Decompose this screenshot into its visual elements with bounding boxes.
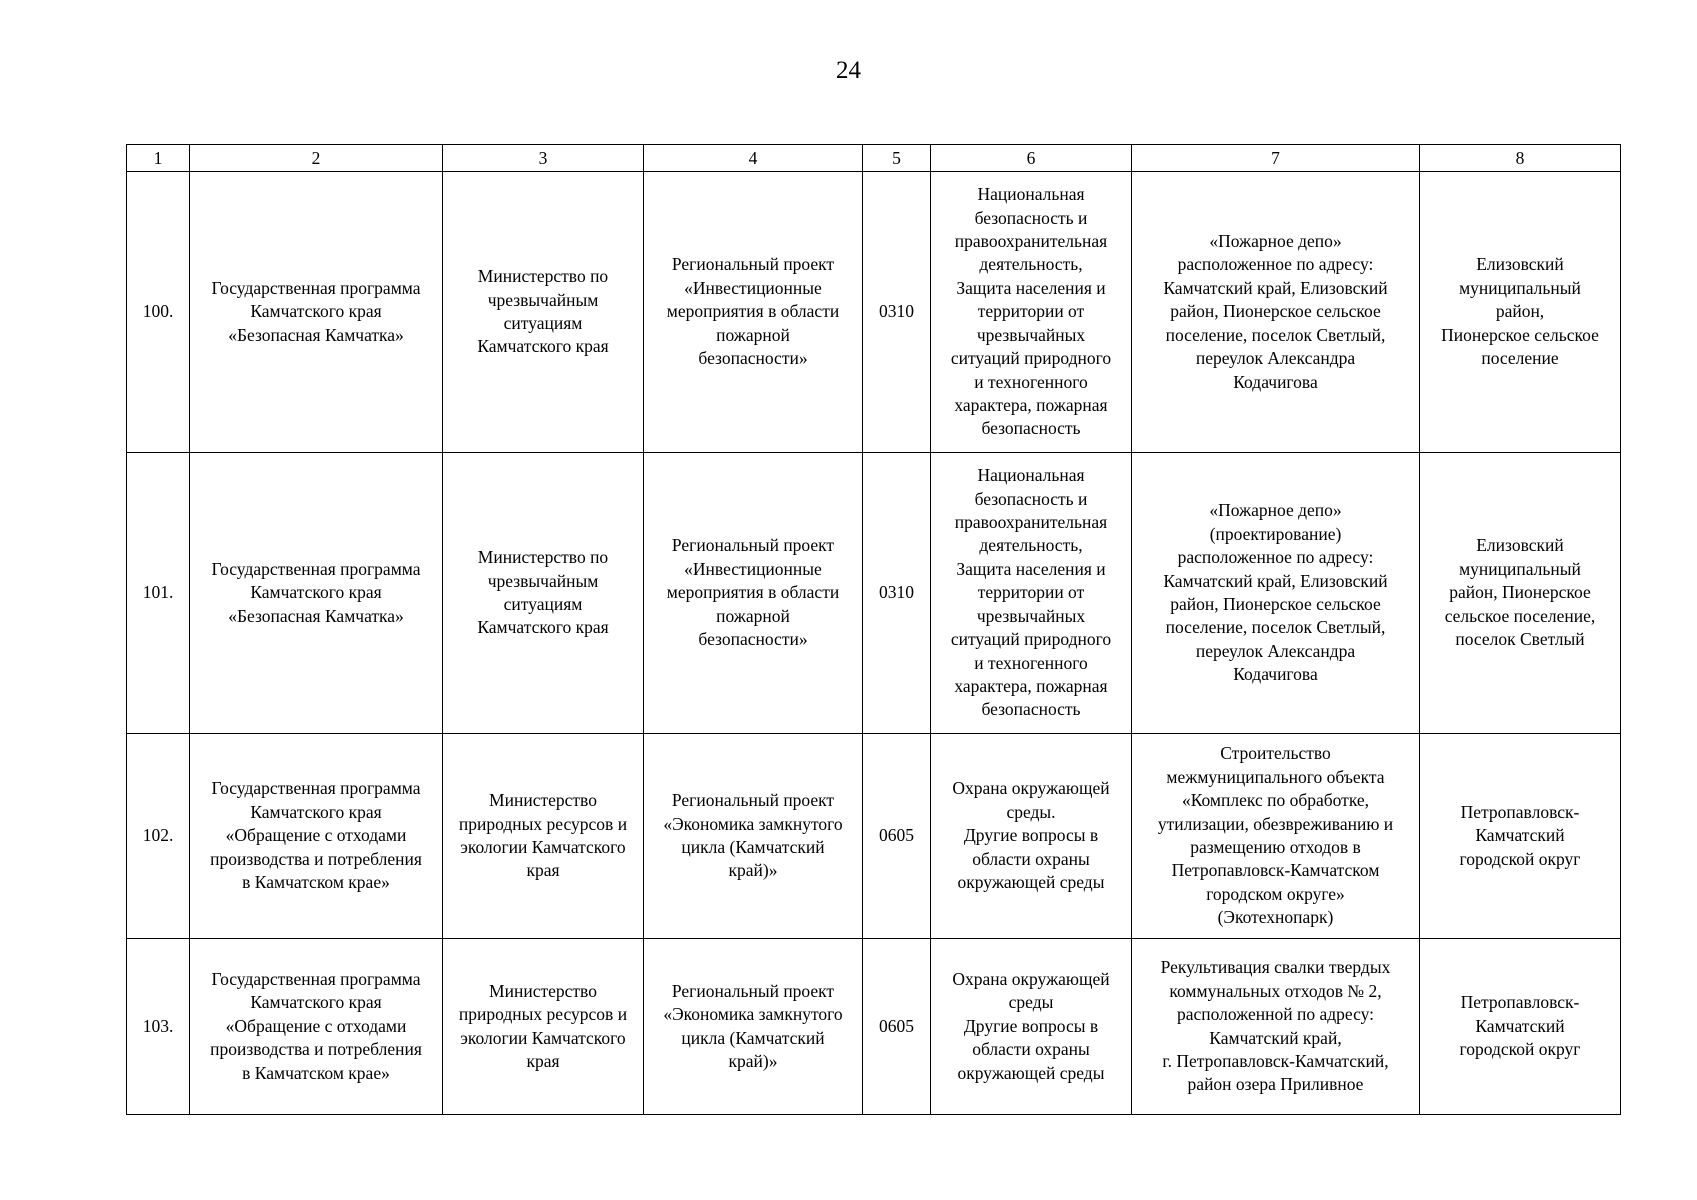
code-cell: 0310 [863, 172, 931, 453]
page-number: 24 [836, 57, 861, 84]
object-cell: Строительство межмуниципального объекта «Комплекс по обработке, утилизации, обезвреживанию и размещению отходов в Петропавловск-Камчатском городском округе» (Экотехнопарк) [1132, 734, 1420, 939]
ministry-cell: Министерство по чрезвычайным ситуациям Камчатского края [443, 172, 644, 453]
code-cell: 0605 [863, 939, 931, 1115]
column-header: 3 [443, 145, 644, 172]
section-cell: Охрана окружающей среды Другие вопросы в области охраны окружающей среды [931, 939, 1132, 1115]
project-cell: Региональный проект «Экономика замкнутого цикла (Камчатский край)» [644, 939, 863, 1115]
program-cell: Государственная программа Камчатского края «Обращение с отходами производства и потребления в Камчатском крае» [190, 734, 443, 939]
municipality-cell: Елизовский муниципальный район, Пионерское сельское поселение [1420, 172, 1621, 453]
program-cell: Государственная программа Камчатского края «Безопасная Камчатка» [190, 172, 443, 453]
row-number: 103. [127, 939, 190, 1115]
code-cell: 0605 [863, 734, 931, 939]
municipality-cell: Елизовский муниципальный район, Пионерское сельское поселение, поселок Светлый [1420, 453, 1621, 734]
section-cell: Национальная безопасность и правоохранительная деятельность, Защита населения и территории от чрезвычайных ситуаций природного и техногенного характера, пожарная безопасность [931, 172, 1132, 453]
municipality-cell: Петропавловск- Камчатский городской округ [1420, 939, 1621, 1115]
section-cell: Национальная безопасность и правоохранительная деятельность, Защита населения и территории от чрезвычайных ситуаций природного и техногенного характера, пожарная безопасность [931, 453, 1132, 734]
objects-table [126, 144, 1621, 1115]
table-row [127, 939, 1621, 1115]
project-cell: Региональный проект «Инвестиционные мероприятия в области пожарной безопасности» [644, 172, 863, 453]
program-cell: Государственная программа Камчатского края «Обращение с отходами производства и потребления в Камчатском крае» [190, 939, 443, 1115]
column-header: 8 [1420, 145, 1621, 172]
header-row [127, 145, 1621, 172]
code-cell: 0310 [863, 453, 931, 734]
object-cell: «Пожарное депо» (проектирование) расположенное по адресу: Камчатский край, Елизовский район, Пионерское сельское поселение, поселок Светлый, переулок Александра Кодачигова [1132, 453, 1420, 734]
object-cell: «Пожарное депо» расположенное по адресу: Камчатский край, Елизовский район, Пионерское сельское поселение, поселок Светлый, переулок Александра Кодачигова [1132, 172, 1420, 453]
row-number: 102. [127, 734, 190, 939]
column-header: 6 [931, 145, 1132, 172]
column-header: 2 [190, 145, 443, 172]
column-header: 1 [127, 145, 190, 172]
row-number: 101. [127, 453, 190, 734]
column-header: 5 [863, 145, 931, 172]
project-cell: Региональный проект «Инвестиционные мероприятия в области пожарной безопасности» [644, 453, 863, 734]
table-row [127, 172, 1621, 453]
column-header: 7 [1132, 145, 1420, 172]
row-number: 100. [127, 172, 190, 453]
table-row [127, 453, 1621, 734]
table-row [127, 734, 1621, 939]
ministry-cell: Министерство по чрезвычайным ситуациям Камчатского края [443, 453, 644, 734]
project-cell: Региональный проект «Экономика замкнутого цикла (Камчатский край)» [644, 734, 863, 939]
column-header: 4 [644, 145, 863, 172]
ministry-cell: Министерство природных ресурсов и экологии Камчатского края [443, 939, 644, 1115]
program-cell: Государственная программа Камчатского края «Безопасная Камчатка» [190, 453, 443, 734]
object-cell: Рекультивация свалки твердых коммунальных отходов № 2, расположенной по адресу: Камчатский край, г. Петропавловск-Камчатский, район озера Приливное [1132, 939, 1420, 1115]
municipality-cell: Петропавловск- Камчатский городской округ [1420, 734, 1621, 939]
ministry-cell: Министерство природных ресурсов и экологии Камчатского края [443, 734, 644, 939]
section-cell: Охрана окружающей среды. Другие вопросы в области охраны окружающей среды [931, 734, 1132, 939]
